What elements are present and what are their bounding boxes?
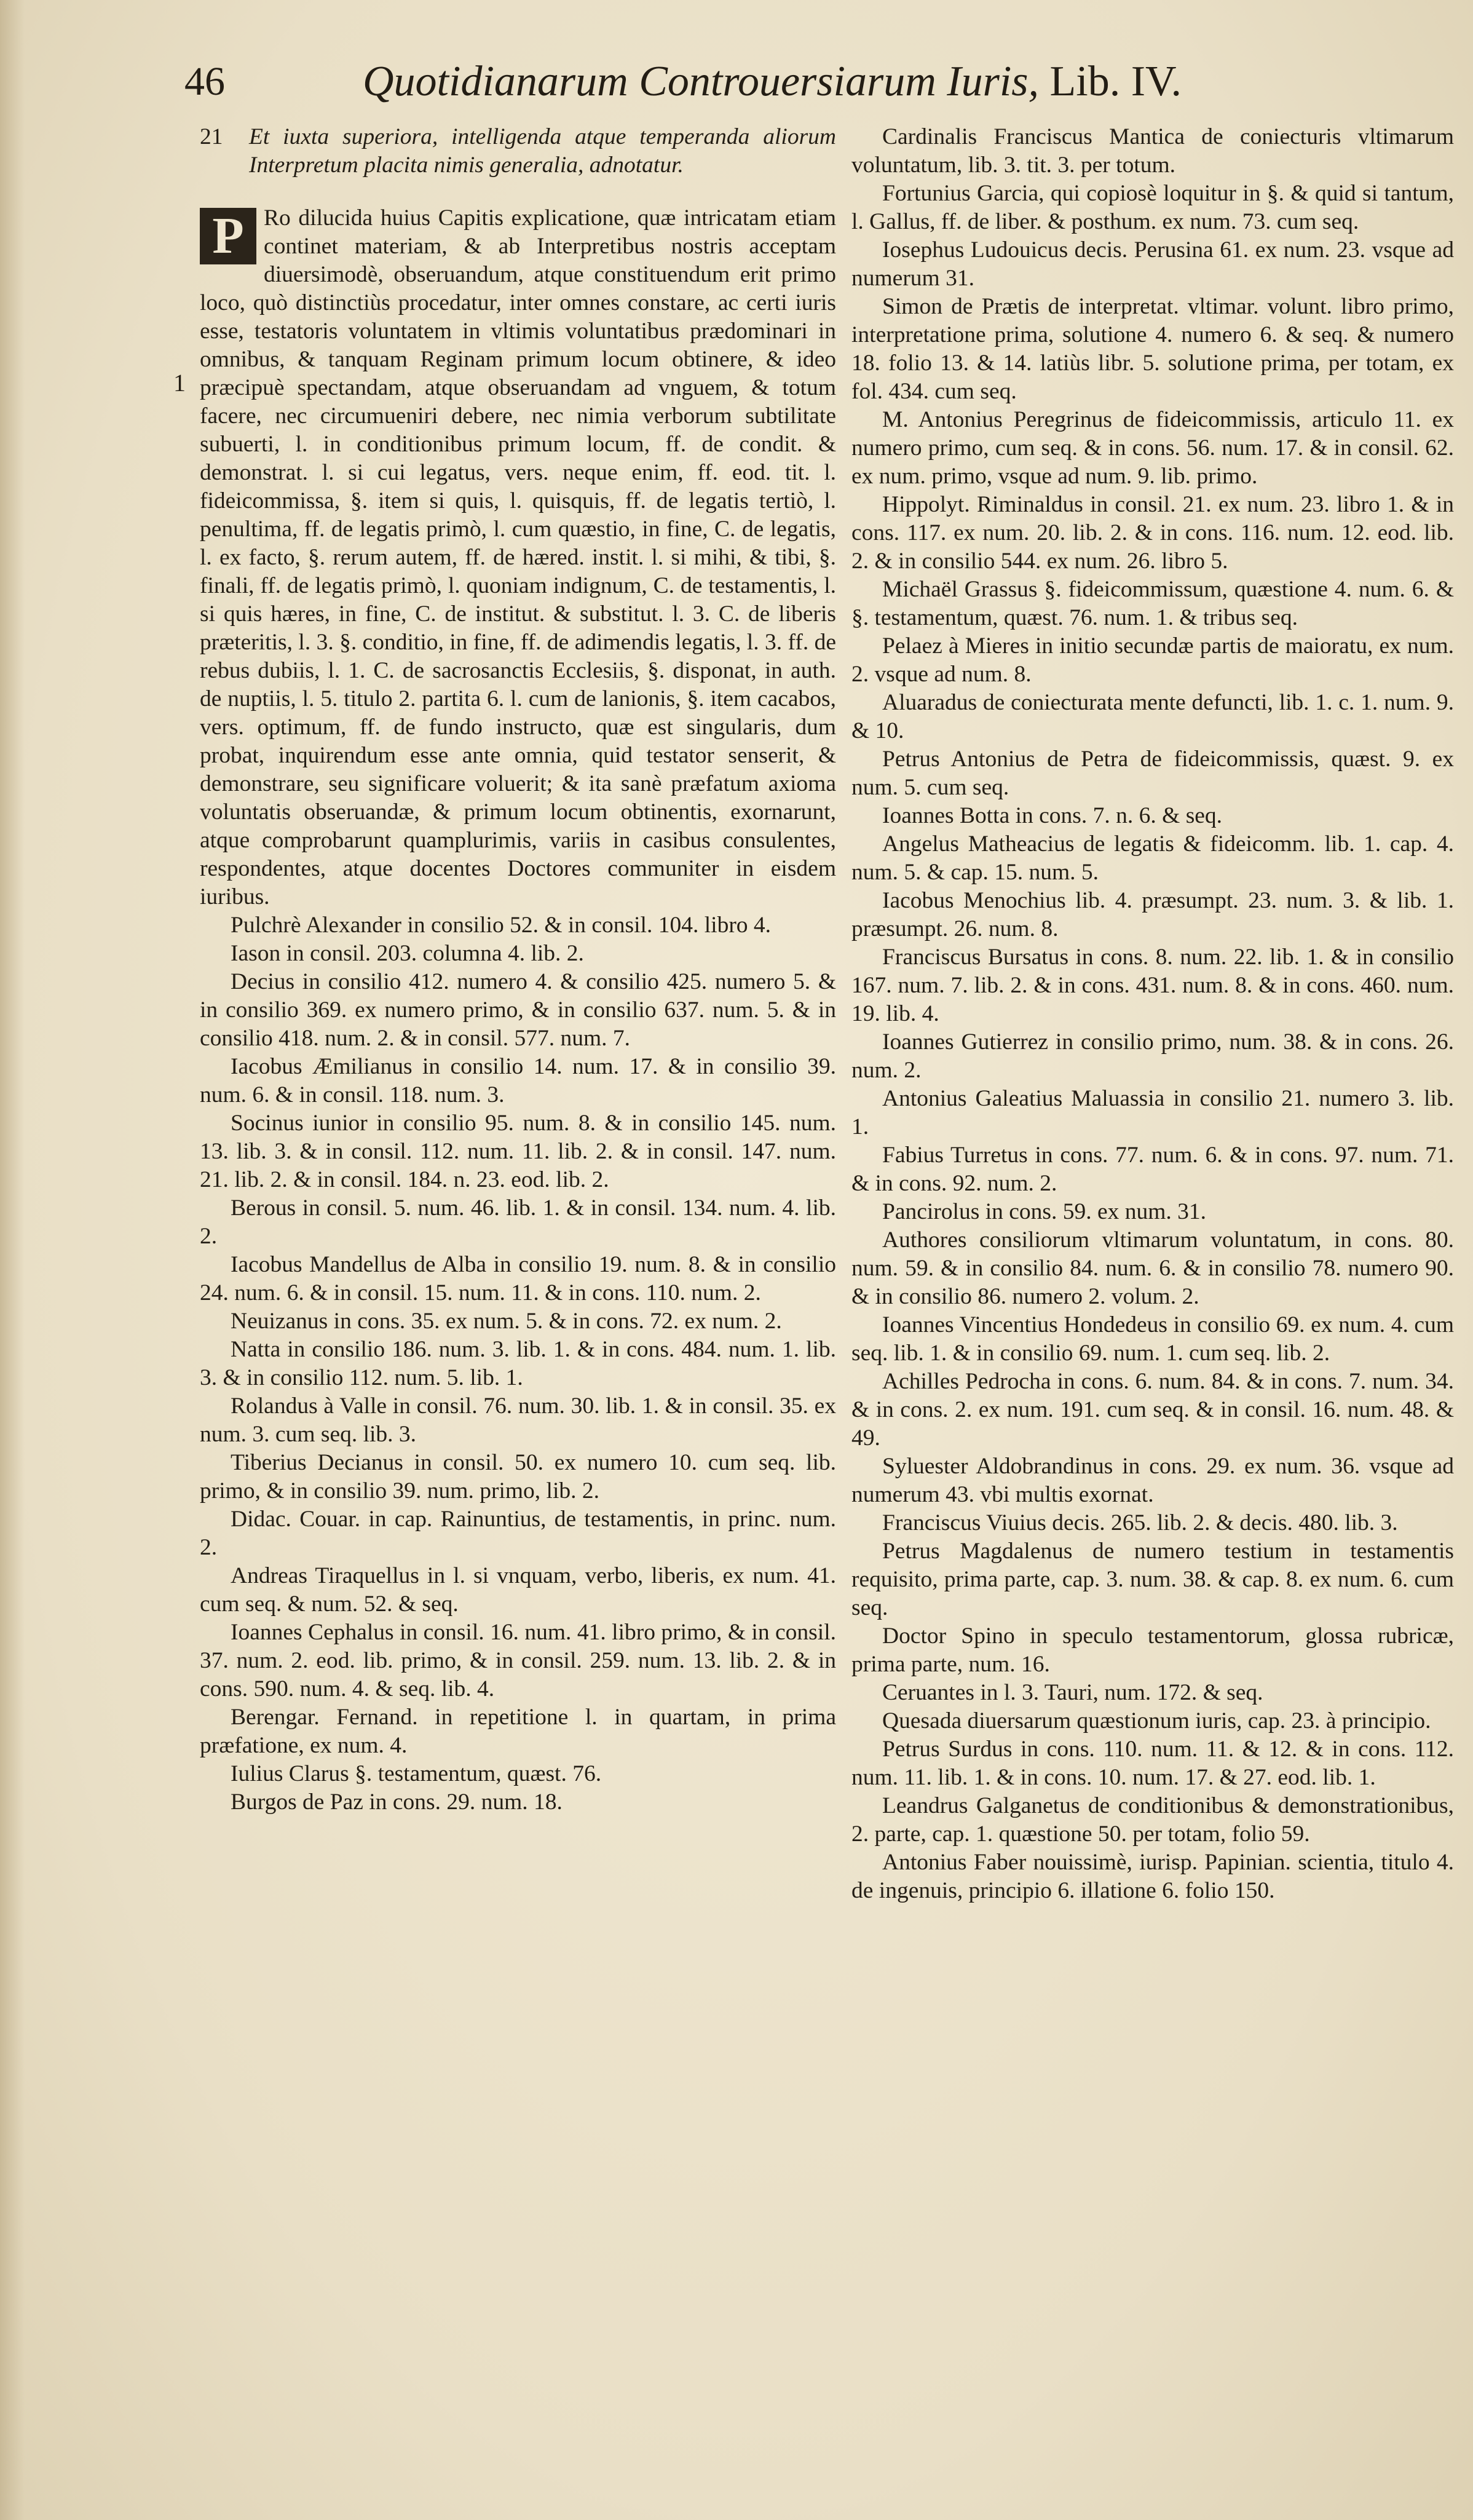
citation-entry: Iacobus Æmilianus in consilio 14. num. 17. & in consilio 39. num. 6. & in consil. 118. num. 3. [200, 1054, 836, 1107]
citation-entry: Andreas Tiraquellus in l. si vnquam, verbo, liberis, ex num. 41. cum seq. & num. 52. & seq. [200, 1563, 836, 1617]
page-header [184, 54, 1230, 109]
drop-cap-initial: P [200, 208, 256, 264]
citation-entry: Fortunius Garcia, qui copiosè loquitur in §. & quid si tantum, l. Gallus, ff. de liber. & posthum. ex num. 73. cum seq. [851, 181, 1454, 234]
citation-entry: Leandrus Galganetus de conditionibus & demonstrationibus, 2. parte, cap. 1. quæstione 50. per totam, folio 59. [851, 1793, 1454, 1847]
citation-entry: Petrus Antonius de Petra de fideicommissis, quæst. 9. ex num. 5. cum seq. [851, 747, 1454, 800]
citation-entry: Iulius Clarus §. testamentum, quæst. 76. [231, 1761, 602, 1786]
citation-entry: Simon de Prætis de interpretat. vltimar. volunt. libro primo, interpretatione prima, solutione 4. numero 6. & seq. & numero 18. folio 13. & 14. latiùs libr. 5. solutione prima, per totam, ex fol. 434. cum seq. [851, 294, 1454, 404]
margin-note-number: 1 [173, 369, 186, 397]
citation-entry: Pancirolus in cons. 59. ex num. 31. [882, 1199, 1207, 1224]
citation-entry: Angelus Matheacius de legatis & fideicomm. lib. 1. cap. 4. num. 5. & cap. 15. num. 5. [851, 831, 1454, 885]
citation-entry: Antonius Galeatius Maluassia in consilio 21. numero 3. lib. 1. [851, 1086, 1454, 1139]
citation-entry: Decius in consilio 412. numero 4. & consilio 425. numero 5. & in consilio 369. ex numero primo, & in consilio 637. num. 5. & in consilio 418. num. 2. & in consil. 577. num. 7. [200, 969, 836, 1051]
intro-paragraph [200, 204, 836, 911]
citation-entry: Pulchrè Alexander in consilio 52. & in consil. 104. libro 4. [231, 913, 772, 938]
citation-entry: Doctor Spino in speculo testamentorum, glossa rubricæ, prima parte, num. 16. [851, 1623, 1454, 1677]
citation-entry: Petrus Magdalenus de numero testium in testamentis requisito, prima parte, cap. 3. num. 38. & cap. 8. ex num. 6. cum seq. [851, 1539, 1454, 1620]
citation-entry: Petrus Surdus in cons. 110. num. 11. & 12. & in cons. 112. num. 11. lib. 1. & in cons. 10. num. 17. & 27. eod. lib. 1. [851, 1737, 1454, 1790]
citation-entry: Berengar. Fernand. in repetitione l. in quartam, in prima præfatione, ex num. 4. [200, 1705, 836, 1758]
citation-entry: Ioannes Vincentius Hondedeus in consilio 69. ex num. 4. cum seq. lib. 1. & in consilio 69. num. 1. cum seq. lib. 2. [851, 1312, 1454, 1366]
citation-entry: Iosephus Ludouicus decis. Perusina 61. ex num. 23. vsque ad numerum 31. [851, 237, 1454, 291]
citation-entry: Rolandus à Valle in consil. 76. num. 30. lib. 1. & in consil. 35. ex num. 3. cum seq. lib. 3. [200, 1393, 836, 1447]
left-column [200, 123, 836, 1817]
summary-note [200, 123, 836, 180]
page-number: 46 [184, 59, 225, 104]
citation-entry: Cardinalis Franciscus Mantica de coniecturis vltimarum voluntatum, lib. 3. tit. 3. per totum. [851, 124, 1454, 178]
citation-entry: Michaël Grassus §. fideicommissum, quæstione 4. num. 6. & §. testamentum, quæst. 76. num. 1. & tribus seq. [851, 577, 1454, 630]
citation-entry: Neuizanus in cons. 35. ex num. 5. & in cons. 72. ex num. 2. [231, 1309, 782, 1334]
page-gutter-shadow [0, 0, 25, 2520]
citation-entry: Burgos de Paz in cons. 29. num. 18. [231, 1789, 563, 1815]
citation-entry: Hippolyt. Riminaldus in consil. 21. ex num. 23. libro 1. & in cons. 117. ex num. 20. lib. 2. & in cons. 116. num. 12. eod. lib. 2. & in consilio 544. ex num. 26. libro 5. [851, 492, 1454, 574]
citation-entry: Franciscus Viuius decis. 265. lib. 2. & decis. 480. lib. 3. [882, 1510, 1398, 1535]
book-label: Lib. IV. [1049, 58, 1182, 105]
citation-entry: Pelaez à Mieres in initio secundæ partis de maioratu, ex num. 2. vsque ad num. 8. [851, 633, 1454, 687]
intro-text: Ro dilucida huius Capitis explicatione, quæ intricatam etiam continet materiam, & ab Interpretibus nostris acceptam diuersimodè, obseruandum, atque constituendum erit primo loco, quò distinctiùs procedatur, inter omnes constare, ac certi iuris esse, testatoris voluntatem in vltimis voluntatibus prædominari in omnibus, & tanquam Reginam primum locum obtinere, & ideo præcipuè spectandam, atque obseruandam ad vnguem, & totum facere, nec circumueniri debere, nec nimia verborum subtilitate subuerti, l. in conditionibus primum locum, ff. de condit. & demonstrat. l. si cui legatus, vers. neque enim, ff. eod. tit. l. fideicommissa, §. item si quis, l. quisquis, ff. de legatis tertiò, l. penultima, ff. de legatis primò, l. cum quæstio, in fine, C. de legatis, l. ex facto, §. rerum autem, ff. de hæred. instit. l. si mihi, & tibi, §. finali, ff. de legatis primò, l. quoniam indignum, C. de testamentis, l. si quis hæres, in fine, C. de institut. & substitut. l. 3. C. de liberis præteritis, l. 3. §. conditio, in fine, ff. de adimendis legatis, l. 3. ff. de rebus dubiis, l. 1. C. de sacrosanctis Ecclesiis, §. disponat, in auth. de nuptiis, l. 5. titulo 2. partita 6. l. cum de lanionis, §. item cacabos, vers. optimum, ff. de fundo instructo, quæ est singularis, dum probat, inquirendum esse ante omnia, quid testator senserit, & demonstrare, seu significare voluerit; & ita sanè præfatum axioma voluntatis obseruandæ, & primum locum obtinentis, exornarunt, atque comprobarunt quamplurimis, variis in casibus consulentes, respondentes, atque docentes Doctores communiter in eisdem iuribus. [200, 205, 836, 909]
citation-entry: Franciscus Bursatus in cons. 8. num. 22. lib. 1. & in consilio 167. num. 7. lib. 2. & in cons. 431. num. 8. & in cons. 460. num. 19. lib. 4. [851, 945, 1454, 1026]
citation-entry: Iacobus Menochius lib. 4. præsumpt. 23. num. 3. & lib. 1. præsumpt. 26. num. 8. [851, 888, 1454, 941]
citation-entry: Quesada diuersarum quæstionum iuris, cap. 23. à principio. [882, 1708, 1431, 1733]
citation-entry: Didac. Couar. in cap. Rainuntius, de testamentis, in princ. num. 2. [200, 1507, 836, 1560]
citation-entry: Iacobus Mandellus de Alba in consilio 19. num. 8. & in consilio 24. num. 6. & in consil. 15. num. 11. & in cons. 110. num. 2. [200, 1252, 836, 1306]
summary-number: 21 [200, 124, 223, 149]
citation-entry: Syluester Aldobrandinus in cons. 29. ex num. 36. vsque ad numerum 43. vbi multis exornat. [851, 1454, 1454, 1507]
citation-entry: Achilles Pedrocha in cons. 6. num. 84. & in cons. 7. num. 34. & in cons. 2. ex num. 191. cum seq. & in consil. 16. num. 48. & 49. [851, 1369, 1454, 1451]
citation-entry: Ceruantes in l. 3. Tauri, num. 172. & seq. [882, 1680, 1263, 1705]
citation-entry: Authores consiliorum vltimarum voluntatum, in cons. 80. num. 59. & in consilio 84. num. 6. & in consilio 78. numero 90. & in consilio 86. numero 2. volum. 2. [851, 1227, 1454, 1309]
citation-entry: Tiberius Decianus in consil. 50. ex numero 10. cum seq. lib. primo, & in consilio 39. num. primo, lib. 2. [200, 1450, 836, 1504]
running-title-text: Quotidianarum Controuersiarum Iuris, [363, 58, 1040, 105]
citation-entry: Fabius Turretus in cons. 77. num. 6. & in cons. 97. num. 71. & in cons. 92. num. 2. [851, 1143, 1454, 1196]
citation-entry: Ioannes Botta in cons. 7. n. 6. & seq. [882, 803, 1223, 828]
citation-entry: Socinus iunior in consilio 95. num. 8. & in consilio 145. num. 13. lib. 3. & in consil. 112. num. 11. lib. 2. & in consil. 147. num. 21. lib. 2. & in consil. 184. n. 23. eod. lib. 2. [200, 1111, 836, 1192]
citation-entry: M. Antonius Peregrinus de fideicommissis, articulo 11. ex numero primo, cum seq. & in cons. 56. num. 17. & in consil. 62. ex num. primo, vsque ad num. 9. lib. primo. [851, 407, 1454, 489]
running-title [363, 54, 1182, 109]
right-column [851, 123, 1454, 1905]
citation-entry: Ioannes Gutierrez in consilio primo, num. 38. & in cons. 26. num. 2. [851, 1029, 1454, 1083]
citation-entry: Iason in consil. 203. columna 4. lib. 2. [231, 941, 584, 966]
citation-entry: Berous in consil. 5. num. 46. lib. 1. & in consil. 134. num. 4. lib. 2. [200, 1195, 836, 1249]
citation-entry: Antonius Faber nouissimè, iurisp. Papinian. scientia, titulo 4. de ingenuis, principio 6. illatione 6. folio 150. [851, 1850, 1454, 1903]
citation-entry: Aluaradus de coniecturata mente defuncti, lib. 1. c. 1. num. 9. & 10. [851, 690, 1454, 743]
citation-entry: Ioannes Cephalus in consil. 16. num. 41. libro primo, & in consil. 37. num. 2. eod. lib. primo, & in consil. 259. num. 13. lib. 2. & in cons. 590. num. 4. & seq. lib. 4. [200, 1620, 836, 1702]
citation-entry: Natta in consilio 186. num. 3. lib. 1. & in cons. 484. num. 1. lib. 3. & in consilio 112. num. 5. lib. 1. [200, 1337, 836, 1390]
summary-text: Et iuxta superiora, intelligenda atque temperanda aliorum Interpretum placita nimis generalia, adnotatur. [249, 124, 836, 178]
